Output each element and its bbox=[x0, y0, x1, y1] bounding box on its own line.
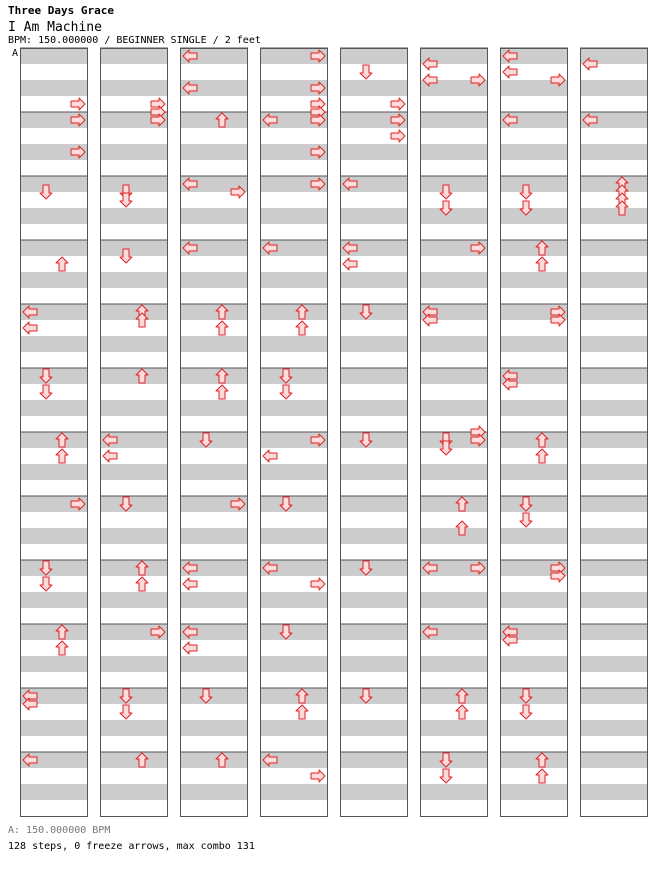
up-arrow-icon bbox=[56, 641, 68, 655]
chart-column bbox=[500, 48, 568, 817]
beat-stripe bbox=[100, 176, 168, 192]
up-arrow-icon bbox=[536, 257, 548, 271]
left-arrow-icon bbox=[343, 258, 357, 270]
beat-stripe bbox=[580, 80, 648, 96]
beat-stripe bbox=[340, 528, 408, 544]
beat-stripe bbox=[260, 528, 328, 544]
beat-stripe bbox=[180, 272, 248, 288]
beat-stripe bbox=[260, 304, 328, 320]
beat-stripe bbox=[500, 464, 568, 480]
beat-stripe bbox=[20, 176, 88, 192]
beat-stripe bbox=[20, 432, 88, 448]
beat-stripe bbox=[580, 336, 648, 352]
left-arrow-icon bbox=[503, 66, 517, 78]
beat-stripe bbox=[260, 784, 328, 800]
beat-stripe bbox=[500, 336, 568, 352]
beat-stripe bbox=[580, 400, 648, 416]
beat-stripe bbox=[420, 496, 488, 512]
beat-stripe bbox=[180, 784, 248, 800]
beat-stripe bbox=[420, 272, 488, 288]
beat-stripe bbox=[500, 784, 568, 800]
beat-stripe bbox=[260, 656, 328, 672]
beat-stripe bbox=[500, 144, 568, 160]
beat-stripe bbox=[180, 368, 248, 384]
up-arrow-icon bbox=[216, 385, 228, 399]
beat-stripe bbox=[580, 240, 648, 256]
beat-stripe bbox=[100, 240, 168, 256]
beat-stripe bbox=[100, 496, 168, 512]
beat-stripe bbox=[340, 80, 408, 96]
beat-stripe bbox=[260, 720, 328, 736]
chart-meta: BPM: 150.000000 / BEGINNER SINGLE / 2 feet bbox=[8, 35, 261, 46]
beat-stripe bbox=[340, 272, 408, 288]
right-arrow-icon bbox=[71, 98, 85, 110]
beat-stripe bbox=[580, 304, 648, 320]
beat-stripe bbox=[180, 464, 248, 480]
up-arrow-icon bbox=[296, 321, 308, 335]
beat-stripe bbox=[100, 560, 168, 576]
beat-stripe bbox=[100, 784, 168, 800]
song-title: I Am Machine bbox=[8, 20, 102, 35]
up-arrow-icon bbox=[536, 449, 548, 463]
down-arrow-icon bbox=[440, 769, 452, 783]
right-arrow-icon bbox=[311, 578, 325, 590]
beat-stripe bbox=[500, 592, 568, 608]
down-arrow-icon bbox=[40, 385, 52, 399]
beat-stripe bbox=[420, 656, 488, 672]
up-arrow-icon bbox=[456, 705, 468, 719]
beat-stripe bbox=[260, 400, 328, 416]
beat-stripe bbox=[340, 432, 408, 448]
beat-stripe bbox=[20, 208, 88, 224]
beat-stripe bbox=[580, 688, 648, 704]
right-arrow-icon bbox=[151, 98, 165, 110]
beat-stripe bbox=[100, 656, 168, 672]
beat-stripe bbox=[420, 784, 488, 800]
beat-stripe bbox=[500, 272, 568, 288]
beat-stripe bbox=[20, 592, 88, 608]
beat-stripe bbox=[420, 208, 488, 224]
beat-stripe bbox=[420, 368, 488, 384]
down-arrow-icon bbox=[120, 705, 132, 719]
beat-stripe bbox=[100, 464, 168, 480]
beat-stripe bbox=[340, 752, 408, 768]
beat-stripe bbox=[260, 208, 328, 224]
beat-stripe bbox=[180, 688, 248, 704]
beat-stripe bbox=[580, 272, 648, 288]
beat-stripe bbox=[580, 464, 648, 480]
down-arrow-icon bbox=[360, 65, 372, 79]
beat-stripe bbox=[20, 720, 88, 736]
beat-stripe bbox=[20, 272, 88, 288]
beat-stripe bbox=[500, 528, 568, 544]
beat-stripe bbox=[340, 496, 408, 512]
beat-stripe bbox=[180, 528, 248, 544]
right-arrow-icon bbox=[391, 98, 405, 110]
beat-stripe bbox=[100, 528, 168, 544]
beat-stripe bbox=[420, 144, 488, 160]
beat-stripe bbox=[260, 464, 328, 480]
beat-stripe bbox=[340, 464, 408, 480]
beat-stripe bbox=[340, 624, 408, 640]
beat-stripe bbox=[100, 80, 168, 96]
beat-stripe bbox=[500, 752, 568, 768]
up-arrow-icon bbox=[56, 449, 68, 463]
beat-stripe bbox=[340, 48, 408, 64]
beat-stripe bbox=[180, 720, 248, 736]
beat-stripe bbox=[340, 592, 408, 608]
beat-stripe bbox=[340, 784, 408, 800]
beat-stripe bbox=[180, 112, 248, 128]
up-arrow-icon bbox=[136, 577, 148, 591]
right-arrow-icon bbox=[311, 770, 325, 782]
beat-stripe bbox=[340, 656, 408, 672]
down-arrow-icon bbox=[520, 513, 532, 527]
beat-stripe bbox=[580, 656, 648, 672]
beat-stripe bbox=[420, 112, 488, 128]
beat-stripe bbox=[260, 688, 328, 704]
beat-stripe bbox=[420, 464, 488, 480]
chart-column bbox=[580, 48, 648, 817]
beat-stripe bbox=[20, 656, 88, 672]
beat-stripe bbox=[420, 688, 488, 704]
beat-stripe bbox=[180, 752, 248, 768]
beat-stripe bbox=[100, 368, 168, 384]
beat-stripe bbox=[340, 400, 408, 416]
beat-stripe bbox=[20, 464, 88, 480]
beat-stripe bbox=[20, 400, 88, 416]
beat-stripe bbox=[500, 432, 568, 448]
beat-stripe bbox=[580, 720, 648, 736]
beat-stripe bbox=[340, 368, 408, 384]
beat-stripe bbox=[500, 688, 568, 704]
beat-stripe bbox=[20, 48, 88, 64]
beat-stripe bbox=[260, 272, 328, 288]
up-arrow-icon bbox=[216, 321, 228, 335]
beat-stripe bbox=[100, 400, 168, 416]
beat-stripe bbox=[100, 720, 168, 736]
beat-stripe bbox=[580, 432, 648, 448]
chart-column bbox=[340, 48, 408, 817]
up-arrow-icon bbox=[296, 705, 308, 719]
left-arrow-icon bbox=[263, 450, 277, 462]
beat-stripe bbox=[500, 240, 568, 256]
beat-stripe bbox=[180, 304, 248, 320]
beat-stripe bbox=[20, 336, 88, 352]
beat-stripe bbox=[100, 144, 168, 160]
beat-stripe bbox=[100, 592, 168, 608]
beat-stripe bbox=[420, 336, 488, 352]
chart-column bbox=[100, 48, 168, 817]
beat-stripe bbox=[20, 624, 88, 640]
beat-stripe bbox=[340, 208, 408, 224]
beat-stripe bbox=[180, 592, 248, 608]
down-arrow-icon bbox=[280, 385, 292, 399]
beat-stripe bbox=[500, 656, 568, 672]
beat-stripe bbox=[580, 752, 648, 768]
beat-stripe bbox=[580, 144, 648, 160]
chart-column bbox=[180, 48, 248, 817]
beat-stripe bbox=[420, 176, 488, 192]
beat-stripe bbox=[100, 752, 168, 768]
right-arrow-icon bbox=[391, 130, 405, 142]
beat-stripe bbox=[500, 400, 568, 416]
beat-stripe bbox=[500, 208, 568, 224]
down-arrow-icon bbox=[40, 577, 52, 591]
beat-stripe bbox=[500, 720, 568, 736]
beat-stripe bbox=[420, 592, 488, 608]
beat-stripe bbox=[580, 368, 648, 384]
beat-stripe bbox=[20, 784, 88, 800]
beat-stripe bbox=[180, 656, 248, 672]
beat-stripe bbox=[580, 560, 648, 576]
beat-stripe bbox=[340, 688, 408, 704]
beat-stripe bbox=[100, 688, 168, 704]
beat-stripe bbox=[260, 624, 328, 640]
beat-stripe bbox=[420, 720, 488, 736]
down-arrow-icon bbox=[520, 705, 532, 719]
beat-stripe bbox=[100, 272, 168, 288]
left-arrow-icon bbox=[183, 578, 197, 590]
beat-stripe bbox=[260, 368, 328, 384]
beat-stripe bbox=[100, 304, 168, 320]
artist-name: Three Days Grace bbox=[8, 4, 114, 17]
beat-stripe bbox=[100, 336, 168, 352]
up-arrow-icon bbox=[536, 769, 548, 783]
beat-stripe bbox=[20, 560, 88, 576]
beat-stripe bbox=[580, 176, 648, 192]
right-arrow-icon bbox=[311, 98, 325, 110]
beat-stripe bbox=[340, 144, 408, 160]
beat-stripe bbox=[100, 208, 168, 224]
bpm-marker-label: A bbox=[12, 48, 19, 59]
beat-stripe bbox=[260, 336, 328, 352]
left-arrow-icon bbox=[183, 642, 197, 654]
beat-stripe bbox=[20, 80, 88, 96]
beat-stripe bbox=[20, 368, 88, 384]
beat-stripe bbox=[420, 528, 488, 544]
beat-stripe bbox=[180, 432, 248, 448]
beat-stripe bbox=[260, 592, 328, 608]
beat-stripe bbox=[100, 48, 168, 64]
left-arrow-icon bbox=[103, 450, 117, 462]
chart-column bbox=[260, 48, 328, 817]
beat-stripe bbox=[500, 176, 568, 192]
beat-stripe bbox=[340, 304, 408, 320]
beat-stripe bbox=[580, 624, 648, 640]
beat-stripe bbox=[20, 528, 88, 544]
beat-stripe bbox=[500, 496, 568, 512]
up-arrow-icon bbox=[56, 257, 68, 271]
step-stats: 128 steps, 0 freeze arrows, max combo 131 bbox=[8, 841, 255, 852]
beat-stripe bbox=[580, 528, 648, 544]
beat-stripe bbox=[340, 720, 408, 736]
beat-stripe bbox=[180, 400, 248, 416]
beat-stripe bbox=[580, 208, 648, 224]
beat-stripe bbox=[420, 400, 488, 416]
beat-stripe bbox=[180, 144, 248, 160]
beat-stripe bbox=[580, 496, 648, 512]
left-arrow-icon bbox=[23, 322, 37, 334]
beat-stripe bbox=[180, 208, 248, 224]
beat-stripe bbox=[580, 784, 648, 800]
bpm-summary: A: 150.000000 BPM bbox=[8, 825, 111, 836]
beat-stripe bbox=[580, 592, 648, 608]
beat-stripe bbox=[340, 336, 408, 352]
beat-stripe bbox=[420, 752, 488, 768]
beat-stripe bbox=[180, 336, 248, 352]
beat-stripe bbox=[20, 240, 88, 256]
beat-stripe bbox=[260, 496, 328, 512]
beat-stripe bbox=[340, 560, 408, 576]
